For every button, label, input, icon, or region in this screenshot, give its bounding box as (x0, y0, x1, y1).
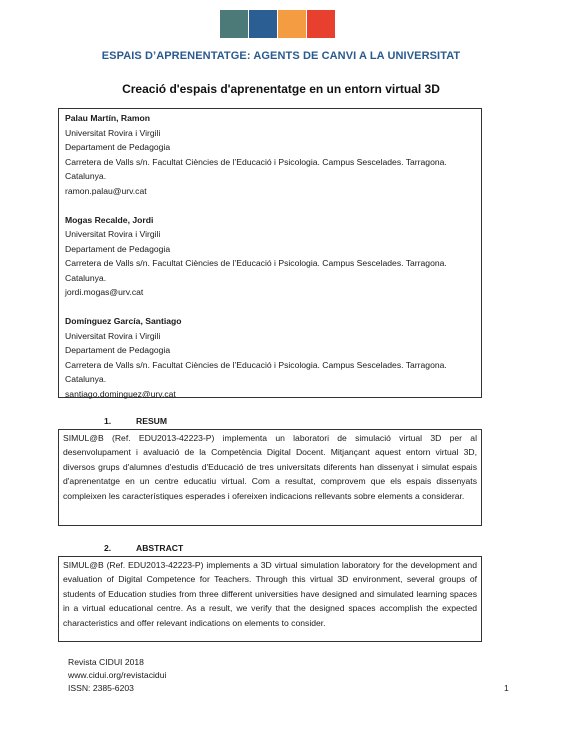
section-title: RESUM (136, 416, 168, 426)
author-name: Palau Martín, Ramon (65, 113, 150, 123)
author-email[interactable]: ramon.palau@urv.cat (65, 185, 147, 196)
author-address: Carretera de Valls s/n. Facultat Ciències de l’Educació i Psicologia. Campus Sescelades. Tarragona. (65, 258, 447, 268)
logo-square-orange (278, 10, 306, 38)
author-address-region: Catalunya. (65, 374, 107, 384)
logo-square-blue (249, 10, 277, 38)
author-address-region: Catalunya. (65, 171, 107, 181)
author-block (65, 213, 475, 300)
resum-box (58, 429, 482, 526)
section-number: 1. (104, 416, 112, 426)
author-address-region: Catalunya. (65, 272, 107, 283)
author-department: Departament de Pedagogia (65, 142, 171, 152)
author-email[interactable]: santiago.dominguez@urv.cat (65, 388, 176, 399)
author-name: Domínguez García, Santiago (65, 316, 182, 326)
author-name: Mogas Recalde, Jordi (65, 214, 154, 225)
journal-logo (220, 10, 336, 38)
abstract-text: SIMUL@B (Ref. EDU2013-42223-P) implements a 3D virtual simulation laboratory for the development and evaluation of Digital Competence for Teachers. Through this virtual 3D environment, several groups of students of Education studies from three different universities have designed and simulated learning spaces in a virtual educational centre. As a result, we verify that the designed spaces accomplish the expected characteristics and offer relevant indications on elements to consider. (63, 560, 477, 628)
author-address: Carretera de Valls s/n. Facultat Ciències de l’Educació i Psicologia. Campus Sescelades. Tarragona. (65, 359, 447, 370)
author-department: Departament de Pedagogia (65, 345, 171, 355)
section-title: ABSTRACT (136, 543, 184, 553)
section-heading-resum (104, 416, 167, 426)
paper-title: Creació d'espais d'aprenentatge en un entorn virtual 3D (122, 82, 440, 96)
author-block (65, 111, 475, 198)
author-address: Carretera de Valls s/n. Facultat Ciències de l’Educació i Psicologia. Campus Sescelades. Tarragona. (65, 156, 447, 167)
author-block (65, 314, 475, 401)
author-email[interactable]: jordi.mogas@urv.cat (65, 287, 144, 297)
section-number: 2. (104, 543, 112, 553)
logo-square-red (307, 10, 335, 38)
section-heading-abstract (104, 543, 183, 553)
page-footer (68, 656, 166, 695)
logo-square-teal (220, 10, 248, 38)
authors-box (58, 108, 482, 398)
author-university: Universitat Rovira i Virgili (65, 229, 161, 239)
footer-url[interactable]: www.cidui.org/revistacidui (68, 670, 167, 680)
author-university: Universitat Rovira i Virgili (65, 330, 161, 341)
author-university: Universitat Rovira i Virgili (65, 127, 161, 138)
conference-header-title: ESPAIS D’APRENENTATGE: AGENTS DE CANVI A LA UNIVERSITAT (101, 50, 461, 62)
abstract-box (58, 556, 482, 642)
footer-issn: ISSN: 2385-6203 (68, 683, 134, 693)
resum-text: SIMUL@B (Ref. EDU2013-42223-P) implementa un laboratori de simulació virtual 3D per al desenvolupament i avaluació de la Competència Digital Docent. Mitjançant aquest entorn virtual 3D, diversos grups d'alumnes d'estudis d'Educació de tres universitats diferents han dissenyat i simulat espais d'aprenentatge en un centre educatiu virtual. Com a resultat, comprovem que els espais dissenyats compleixen les característiques esperades i ofereixen indicacions rellevants sobre elements a considerar. (63, 433, 477, 501)
page-number: 1 (504, 683, 509, 693)
author-department: Departament de Pedagogia (65, 243, 171, 254)
footer-journal: Revista CIDUI 2018 (68, 657, 144, 667)
